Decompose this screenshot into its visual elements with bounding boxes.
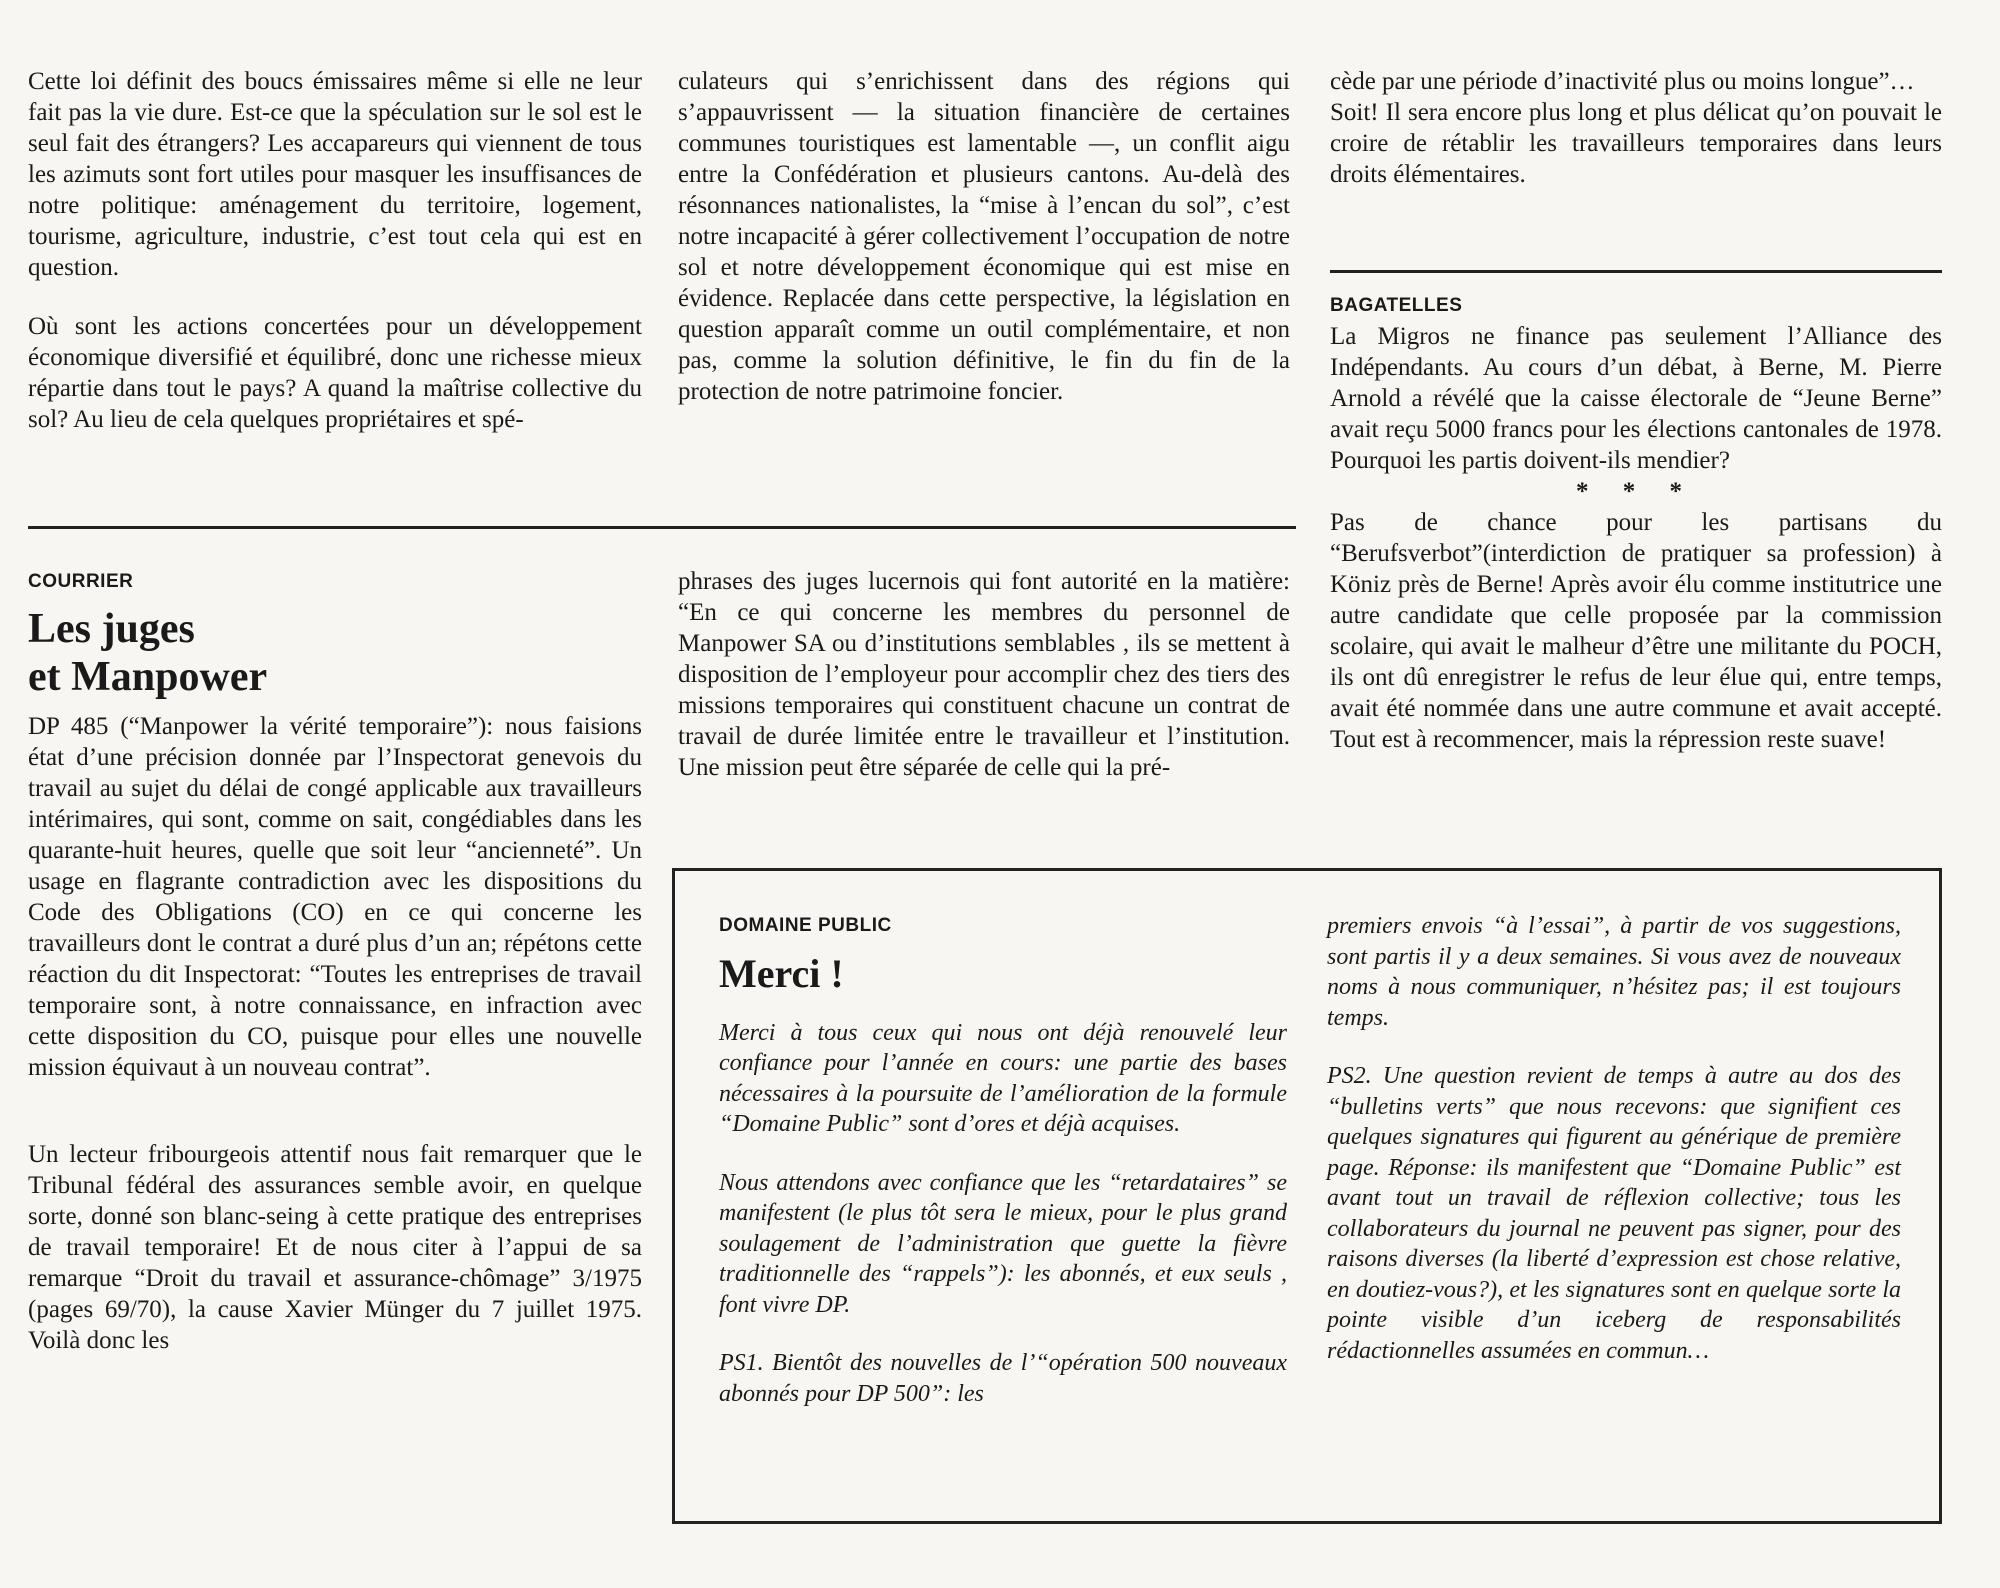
paragraph: PS1. Bientôt des nouvelles de l’“opération 500 nouveaux abonnés pour DP 500”: les — [719, 1350, 1287, 1407]
paragraph: phrases des juges lucernois qui font autorité en la matière: “En ce qui concerne les membres du personnel de Manpower SA ou d’institutions semblables , ils se mettent à disposition de l’employeur pour accomplir chez des tiers des missions temporaires qui constituent chacune un contrat de travail de durée limitée entre le travailleur et l’institution. Une mission peut être séparée de celle qui la pré- — [678, 568, 1290, 781]
top-column-3 — [1330, 66, 1942, 190]
box-column-2 — [1327, 911, 1901, 1366]
section-kicker: BAGATELLES — [1330, 295, 1463, 316]
paragraph: La Migros ne finance pas seulement l’Alliance des Indépendants. Au cours d’un débat, à Berne, M. Pierre Arnold a révélé que la caisse électorale de “Jeune Berne” avait reçu 5000 francs pour les élections cantonales de 1978. Pourquoi les partis doivent-ils mendier? — [1330, 323, 1942, 474]
paragraph: DP 485 (“Manpower la vérité temporaire”): nous faisions état d’une précision donnée par l’Inspectorat genevois du travail au sujet du délai de congé applicable aux travailleurs intérimaires, qui sont, comme on sait, congédiables dans les quarante-huit heures, quelle que soit leur “ancienneté”. Un usage en flagrante contradiction avec les dispositions du Code des Obligations (CO) en ce qui concerne les travailleurs dont le contrat a duré plus d’un an; répétons cette réaction du dit Inspectorat: “Toutes les entreprises de travail temporaire sont, à notre connaissance, en infraction avec cette disposition du CO, puisque pour elles une nouvelle mission équivaut à un nouveau contrat”. — [28, 713, 642, 1081]
section-kicker: COURRIER — [28, 571, 134, 592]
section-kicker: DOMAINE PUBLIC — [719, 915, 892, 936]
article-headline — [28, 605, 642, 701]
courrier-section — [28, 566, 642, 1356]
headline-line: et Manpower — [28, 654, 268, 700]
headline-line: Les juges — [28, 606, 195, 652]
paragraph: Pas de chance pour les partisans du “Berufsverbot”(interdiction de pratiquer sa profession) à Köniz près de Berne! Après avoir élu comme institutrice une autre candidate que celle proposée par la commission scolaire, qui avait le malheur d’être une militante du POCH, ils ont dû enregistrer le refus de leur élue qui, entre temps, avait été nommée dans une autre commune et avait accepté. Tout est à recommencer, mais la répression reste suave! — [1330, 509, 1942, 753]
paragraph: Nous attendons avec confiance que les “retardataires” se manifestent (le plus tôt sera le mieux, pour le plus grand soulagement de l’administration que guette la fièvre traditionnelle des “rappels”): les abonnés, et eux seuls , font vivre DP. — [719, 1169, 1287, 1318]
paragraph: Cette loi définit des boucs émissaires même si elle ne leur fait pas la vie dure. Est-ce que la spéculation sur le sol est le seul fait des étrangers? Les accapareurs qui viennent de tous les azimuts sont fort utiles pour masquer les insuffisances de notre politique: aménagement du territoire, logement, tourisme, agriculture, industrie, c’est tout cela qui est en question. — [28, 68, 642, 281]
paragraph: culateurs qui s’enrichissent dans des régions qui s’appauvrissent — la situation financière de certaines communes touristiques est lamentable —, un conflit aigu entre la Confédération et plusieurs cantons. Au-delà des résonnances nationalistes, la “mise à l’encan du sol”, c’est notre incapacité à gérer collectivement l’occupation de notre sol et notre développement économique qui est mise en évidence. Replacée dans cette perspective, la législation en question apparaît comme un outil complémentaire, et non pas, comme la solution définitive, le fin du fin de la protection de notre patrimoine foncier. — [678, 68, 1290, 405]
domaine-public-box — [672, 868, 1942, 1524]
paragraph: Où sont les actions concertées pour un développement économique diversifié et équilibré, donc une richesse mieux répartie dans tout le pays? A quand la maîtrise collective du sol? Au lieu de cela quelques propriétaires et spé- — [28, 313, 642, 433]
top-column-1 — [28, 66, 642, 435]
paragraph: premiers envois “à l’essai”, à partir de vos suggestions, sont partis il y a deux semaines. Si vous avez de nouveaux noms à nous communiquer, n’hésitez pas; il est toujours temps. — [1327, 913, 1901, 1031]
courrier-column-2 — [678, 566, 1290, 783]
paragraph: PS2. Une question revient de temps à autre au dos des “bulletins verts” que nous recevons: que signifient ces quelques signatures qui figurent au générique de première page. Réponse: ils manifestent que “Domaine Public” est avant tout un travail de réflexion collective; tous les collaborateurs du journal ne peuvent pas signer, pour des raisons diverses (la liberté d’expression est chose relative, en doutiez-vous?), et les signatures sont en quelque sorte la pointe visible d’un iceberg de responsabilités rédactionnelles assumées en commun… — [1327, 1063, 1901, 1364]
section-divider — [28, 526, 1296, 529]
paragraph: Soit! Il sera encore plus long et plus délicat qu’on pouvait le croire de rétablir les travailleurs temporaires dans leurs droits élémentaires. — [1330, 99, 1942, 188]
box-column-1 — [719, 911, 1287, 1409]
paragraph: cède par une période d’inactivité plus ou moins longue”… — [1330, 68, 1915, 95]
paragraph: Merci à tous ceux qui nous ont déjà renouvelé leur confiance pour l’année en cours: une partie des bases nécessaires à la poursuite de l’amélioration de la formule “Domaine Public” sont d’ores et déjà acquises. — [719, 1019, 1287, 1137]
bagatelles-section — [1330, 290, 1942, 755]
separator-stars: * * * — [1576, 478, 1696, 505]
paragraph: Un lecteur fribourgeois attentif nous fait remarquer que le Tribunal fédéral des assurances semble avoir, en quelque sorte, donné son blanc-seing à cette pratique des entreprises de travail temporaire! Et de nous citer à l’appui de sa remarque “Droit du travail et assurance-chômage” 3/1975 (pages 69/70), la cause Xavier Münger du 7 juillet 1975. Voilà donc les — [28, 1141, 642, 1354]
bagatelles-divider — [1330, 270, 1942, 273]
article-headline: Merci ! — [719, 950, 844, 996]
top-column-2 — [678, 66, 1290, 407]
